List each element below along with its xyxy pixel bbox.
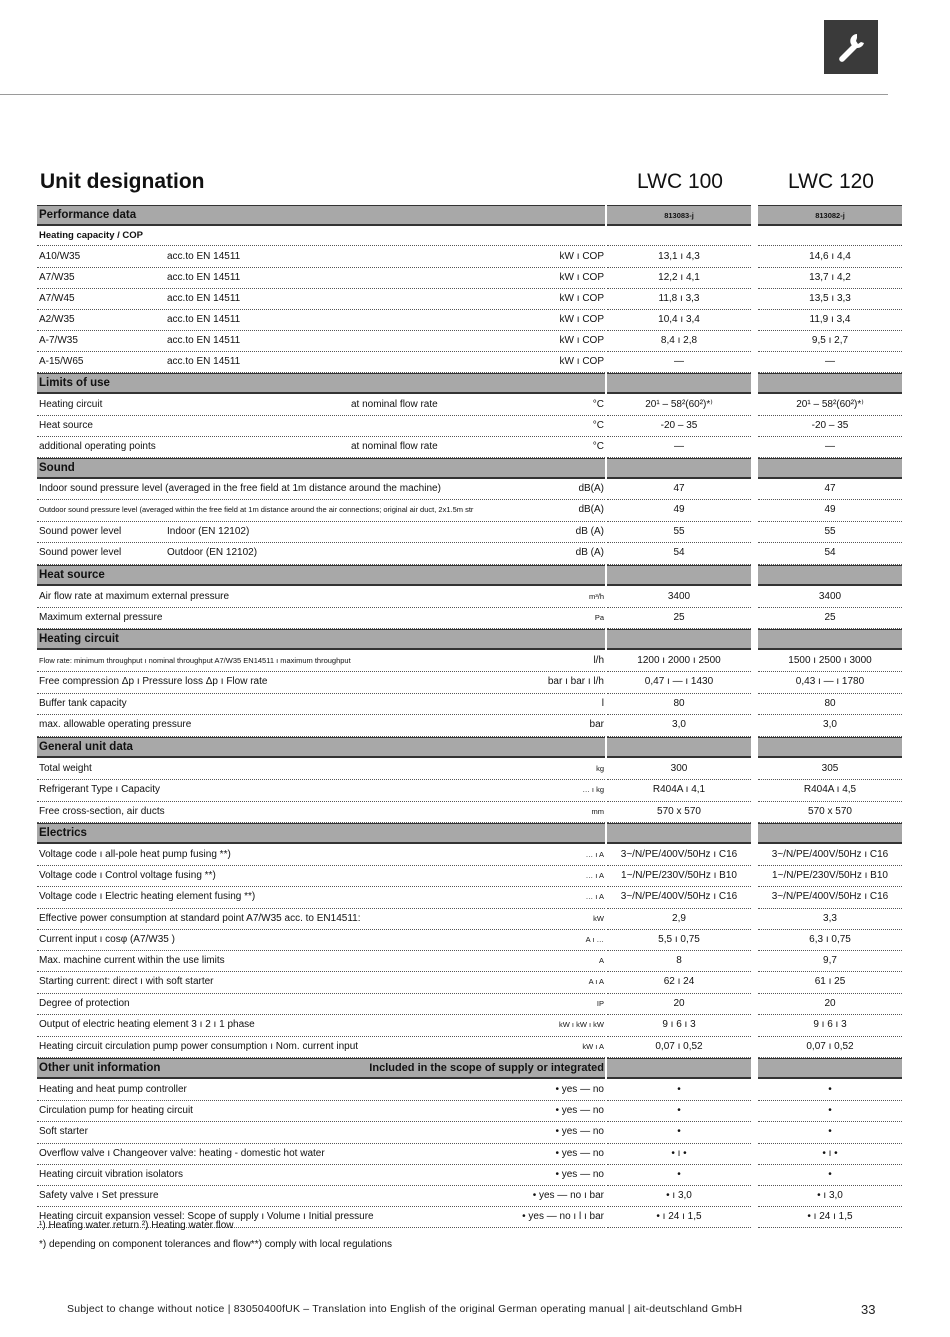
row-label: Maximum external pressure bbox=[39, 611, 163, 623]
row-label-cell bbox=[37, 865, 605, 887]
value-lwc100: — bbox=[607, 436, 751, 458]
value-lwc100: 12,2 ı 4,1 bbox=[607, 267, 751, 289]
section-code bbox=[607, 629, 751, 650]
row-label-cell bbox=[37, 1164, 605, 1186]
section-title bbox=[37, 629, 605, 650]
row-unit: • yes — no bbox=[555, 1126, 604, 1137]
value-lwc120: 9 ı 6 ı 3 bbox=[758, 1014, 902, 1037]
row-unit: • yes — no bbox=[555, 1104, 604, 1116]
value-lwc120: -20 – 35 bbox=[758, 415, 902, 437]
row-unit: • yes — no ı bar bbox=[532, 1189, 604, 1201]
row-label-cell bbox=[37, 415, 605, 437]
value-lwc120: 55 bbox=[758, 521, 902, 543]
value-lwc120: 13,5 ı 3,3 bbox=[758, 288, 902, 310]
value-lwc100: 8 bbox=[607, 950, 751, 972]
section-title-text: Limits of use bbox=[39, 377, 110, 389]
row-label: Flow rate: minimum throughput ı nominal throughput A7/W35 EN14511 ı maximum throughput bbox=[39, 655, 351, 665]
value-lwc100: 25 bbox=[607, 607, 751, 629]
row-unit: kW ı COP bbox=[559, 334, 604, 346]
value-lwc100: 10,4 ı 3,4 bbox=[607, 309, 751, 331]
table-row bbox=[37, 758, 903, 779]
value-lwc120: • ı 24 ı 1,5 bbox=[758, 1206, 902, 1228]
row-label-cell bbox=[37, 246, 605, 268]
table-row bbox=[37, 865, 903, 886]
value-lwc100: 47 bbox=[607, 479, 751, 500]
row-label-cell bbox=[37, 714, 605, 737]
value-lwc100: 300 bbox=[607, 758, 751, 780]
value-lwc100: 0,07 ı 0,52 bbox=[607, 1036, 751, 1058]
row-label: Buffer tank capacity bbox=[39, 697, 127, 709]
section-title-text: Other unit information bbox=[39, 1062, 161, 1074]
section-title-text: Heating circuit bbox=[39, 633, 119, 645]
row-unit: … ı A bbox=[585, 849, 604, 859]
row-label-cell bbox=[37, 801, 605, 823]
row-label-cell bbox=[37, 586, 605, 608]
row-unit: A ı … bbox=[585, 934, 604, 944]
table-row bbox=[37, 607, 903, 628]
footnote-2: *) depending on component tolerances and flow**) comply with local regulations bbox=[39, 1239, 392, 1250]
row-label-cell bbox=[37, 499, 605, 522]
subheader-cell bbox=[607, 226, 751, 246]
table-row bbox=[37, 1121, 903, 1143]
table-row bbox=[37, 971, 903, 993]
value-lwc100: • ı • bbox=[607, 1143, 751, 1165]
section-code: 813082-j bbox=[758, 205, 902, 226]
row-label-cell bbox=[37, 758, 605, 780]
row-unit: … ı A bbox=[585, 892, 604, 901]
value-lwc120: 61 ı 25 bbox=[758, 971, 902, 994]
row-label-cell bbox=[37, 1079, 605, 1101]
section-title-text: Sound bbox=[39, 462, 75, 474]
value-lwc100: 5,5 ı 0,75 bbox=[607, 929, 751, 951]
row-label-cell bbox=[37, 779, 605, 802]
value-lwc100: 1~/N/PE/230V/50Hz ı B10 bbox=[607, 865, 751, 887]
row-unit: °C bbox=[592, 419, 604, 431]
section-title-text: Performance data bbox=[39, 209, 137, 221]
row-unit: kW ı COP bbox=[559, 313, 604, 325]
value-lwc100: R404A ı 4,1 bbox=[607, 779, 751, 802]
row-label-cell bbox=[37, 521, 605, 543]
row-sublabel: Outdoor (EN 12102) bbox=[167, 547, 258, 558]
row-label-cell bbox=[37, 351, 605, 373]
table-row bbox=[37, 886, 903, 908]
value-lwc100: • bbox=[607, 1164, 751, 1186]
value-lwc100: 1200 ı 2000 ı 2500 bbox=[607, 650, 751, 672]
value-lwc100: 11,8 ı 3,3 bbox=[607, 288, 751, 310]
row-label-cell bbox=[37, 693, 605, 715]
section-header bbox=[37, 458, 903, 479]
value-lwc100: • ı 3,0 bbox=[607, 1185, 751, 1207]
row-unit: kW ı COP bbox=[559, 292, 604, 304]
row-unit: °C bbox=[592, 398, 604, 410]
value-lwc120: 14,6 ı 4,4 bbox=[758, 246, 902, 268]
row-label: Air flow rate at maximum external pressure bbox=[39, 590, 230, 602]
value-lwc120: 570 x 570 bbox=[758, 801, 902, 823]
wrench-icon bbox=[824, 20, 878, 74]
value-lwc100: 55 bbox=[607, 521, 751, 543]
value-lwc120: R404A ı 4,5 bbox=[758, 779, 902, 802]
row-label: Sound power level bbox=[39, 525, 122, 537]
section-title-text: Heat source bbox=[39, 569, 105, 581]
table-row bbox=[37, 714, 903, 736]
value-lwc120: 305 bbox=[758, 758, 902, 780]
row-unit: kW ı kW ı kW bbox=[559, 1020, 604, 1029]
row-sublabel: acc.to EN 14511 bbox=[167, 334, 241, 346]
row-unit: IP bbox=[596, 998, 604, 1008]
section-code bbox=[758, 1058, 902, 1079]
value-lwc120: — bbox=[758, 351, 902, 373]
table-row bbox=[37, 351, 903, 372]
model-lwc100: LWC 100 bbox=[637, 170, 723, 193]
value-lwc100: 20 bbox=[607, 993, 751, 1015]
spec-table bbox=[37, 204, 903, 1227]
row-unit: • yes — no ı l ı bar bbox=[522, 1210, 604, 1222]
value-lwc120: 6,3 ı 0,75 bbox=[758, 929, 902, 951]
row-sublabel: acc.to EN 14511 bbox=[167, 355, 241, 367]
page-title: Unit designation bbox=[40, 170, 205, 193]
top-rule bbox=[0, 94, 888, 95]
value-lwc120: 20 bbox=[758, 993, 902, 1015]
footnotes bbox=[39, 1216, 392, 1254]
table-row bbox=[37, 288, 903, 309]
table-row bbox=[37, 1100, 903, 1121]
row-label-cell bbox=[37, 671, 605, 694]
section-code bbox=[607, 373, 751, 394]
row-condition: at nominal flow rate bbox=[351, 398, 438, 410]
value-lwc120: 25 bbox=[758, 607, 902, 629]
table-row bbox=[37, 330, 903, 351]
section-title bbox=[37, 205, 605, 226]
subheader-cell bbox=[758, 226, 902, 246]
value-lwc120: • ı 3,0 bbox=[758, 1185, 902, 1207]
table-row bbox=[37, 394, 903, 415]
value-lwc120: • bbox=[758, 1100, 902, 1122]
row-label: Heating circuit vibration isolators bbox=[39, 1168, 183, 1180]
row-label: A2/W35 bbox=[39, 313, 75, 325]
section-title bbox=[37, 737, 605, 758]
value-lwc100: — bbox=[607, 351, 751, 373]
value-lwc100: -20 – 35 bbox=[607, 415, 751, 437]
row-label: Safety valve ı Set pressure bbox=[39, 1189, 159, 1201]
value-lwc120: 47 bbox=[758, 479, 902, 500]
section-code bbox=[607, 458, 751, 479]
row-unit: bar bbox=[589, 719, 604, 730]
row-unit: … ı A bbox=[585, 870, 604, 880]
section-code bbox=[758, 737, 902, 758]
value-lwc100: 3,0 bbox=[607, 714, 751, 737]
row-label-cell bbox=[37, 607, 605, 629]
row-label-cell bbox=[37, 1121, 605, 1144]
table-row bbox=[37, 1014, 903, 1036]
row-label: Refrigerant Type ı Capacity bbox=[39, 784, 160, 795]
value-lwc100: 0,47 ı — ı 1430 bbox=[607, 671, 751, 694]
row-label-cell bbox=[37, 394, 605, 416]
table-row bbox=[37, 1143, 903, 1164]
section-code: 813083-j bbox=[607, 205, 751, 226]
table-row bbox=[37, 993, 903, 1014]
row-label: additional operating points bbox=[39, 440, 156, 452]
table-row bbox=[37, 650, 903, 671]
table-row bbox=[37, 479, 903, 499]
row-sublabel: Indoor (EN 12102) bbox=[167, 525, 250, 537]
row-unit: kW ı A bbox=[582, 1041, 604, 1051]
value-lwc120: 20¹ – 58²(60²)*⁾ bbox=[758, 394, 902, 416]
row-unit: l bbox=[601, 697, 604, 709]
row-label: Free cross-section, air ducts bbox=[39, 805, 165, 817]
row-label: A10/W35 bbox=[39, 250, 81, 262]
section-title bbox=[37, 823, 605, 844]
footnote-1: ¹) Heating water return ²) Heating water flow bbox=[39, 1220, 234, 1231]
section-header bbox=[37, 205, 903, 226]
row-condition: at nominal flow rate bbox=[351, 440, 438, 452]
section-title bbox=[37, 1058, 605, 1079]
value-lwc120: 13,7 ı 4,2 bbox=[758, 267, 902, 289]
value-lwc120: • bbox=[758, 1164, 902, 1186]
value-lwc120: • bbox=[758, 1079, 902, 1101]
table-row bbox=[37, 908, 903, 929]
subheader-row bbox=[37, 226, 903, 246]
table-row bbox=[37, 1036, 903, 1057]
value-lwc120: • ı • bbox=[758, 1143, 902, 1165]
row-unit: • yes — no bbox=[555, 1168, 604, 1180]
value-lwc120: 9,5 ı 2,7 bbox=[758, 330, 902, 352]
value-lwc100: 13,1 ı 4,3 bbox=[607, 246, 751, 268]
section-title bbox=[37, 373, 605, 394]
row-label: Current input ı cosφ (A7/W35 ) bbox=[39, 933, 175, 945]
row-label-cell bbox=[37, 971, 605, 994]
row-label-cell bbox=[37, 1143, 605, 1165]
row-label-cell bbox=[37, 267, 605, 289]
value-lwc100: 3400 bbox=[607, 586, 751, 608]
row-label: Voltage code ı all-pole heat pump fusing **) bbox=[39, 848, 231, 860]
section-code bbox=[607, 565, 751, 586]
value-lwc100: 3~/N/PE/400V/50Hz ı C16 bbox=[607, 844, 751, 866]
table-row bbox=[37, 542, 903, 564]
section-title-text: General unit data bbox=[39, 741, 133, 753]
row-label: Degree of protection bbox=[39, 997, 130, 1009]
value-lwc100: 54 bbox=[607, 542, 751, 565]
section-code bbox=[607, 737, 751, 758]
row-unit: kW ı COP bbox=[559, 250, 604, 262]
table-row bbox=[37, 693, 903, 714]
value-lwc120: 11,9 ı 3,4 bbox=[758, 309, 902, 331]
section-code bbox=[607, 823, 751, 844]
table-row bbox=[37, 779, 903, 801]
row-sublabel: acc.to EN 14511 bbox=[167, 271, 241, 283]
row-label-cell bbox=[37, 929, 605, 951]
subheader-label: Heating capacity / COP bbox=[37, 226, 605, 246]
value-lwc100: • bbox=[607, 1121, 751, 1144]
value-lwc120: • bbox=[758, 1121, 902, 1144]
row-label: Output of electric heating element 3 ı 2 ı 1 phase bbox=[39, 1019, 255, 1030]
row-sublabel: acc.to EN 14511 bbox=[167, 250, 241, 262]
model-lwc120: LWC 120 bbox=[788, 170, 874, 193]
row-label-cell bbox=[37, 1036, 605, 1058]
row-unit: mm bbox=[591, 806, 604, 816]
row-label-cell bbox=[37, 1014, 605, 1037]
row-label: Soft starter bbox=[39, 1126, 88, 1137]
section-header bbox=[37, 1058, 903, 1079]
row-label-cell bbox=[37, 650, 605, 672]
value-lwc100: 8,4 ı 2,8 bbox=[607, 330, 751, 352]
row-label-cell bbox=[37, 330, 605, 352]
row-label: Overflow valve ı Changeover valve: heating - domestic hot water bbox=[39, 1147, 325, 1159]
table-row bbox=[37, 521, 903, 542]
value-lwc120: 0,07 ı 0,52 bbox=[758, 1036, 902, 1058]
section-title-text: Electrics bbox=[39, 827, 87, 839]
row-label: A7/W35 bbox=[39, 271, 75, 283]
row-label: Sound power level bbox=[39, 547, 122, 558]
page-footer: Subject to change without notice | 83050400fUK – Translation into English of the original German operating manual | ait-deutschland GmbH bbox=[67, 1303, 743, 1315]
row-unit: dB(A) bbox=[578, 483, 604, 494]
table-row bbox=[37, 246, 903, 267]
row-label-cell bbox=[37, 908, 605, 930]
value-lwc120: — bbox=[758, 436, 902, 458]
value-lwc100: • ı 24 ı 1,5 bbox=[607, 1206, 751, 1228]
table-row bbox=[37, 1185, 903, 1206]
section-header bbox=[37, 629, 903, 650]
row-label-cell bbox=[37, 479, 605, 500]
section-code bbox=[758, 629, 902, 650]
row-label: Circulation pump for heating circuit bbox=[39, 1104, 193, 1116]
value-lwc100: 3~/N/PE/400V/50Hz ı C16 bbox=[607, 886, 751, 909]
section-header bbox=[37, 565, 903, 586]
section-header bbox=[37, 823, 903, 844]
value-lwc120: 54 bbox=[758, 542, 902, 565]
row-unit: Pa bbox=[594, 612, 604, 622]
value-lwc120: 0,43 ı — ı 1780 bbox=[758, 671, 902, 694]
table-row bbox=[37, 844, 903, 865]
row-label: Effective power consumption at standard point A7/W35 acc. to EN14511: bbox=[39, 912, 361, 924]
value-lwc100: 2,9 bbox=[607, 908, 751, 930]
row-unit: °C bbox=[592, 440, 604, 452]
row-unit: A ı A bbox=[588, 977, 604, 986]
row-unit: kg bbox=[596, 763, 604, 773]
row-label: Total weight bbox=[39, 762, 92, 774]
row-label: Heating circuit bbox=[39, 398, 103, 410]
row-unit: • yes — no bbox=[555, 1147, 604, 1159]
value-lwc120: 3~/N/PE/400V/50Hz ı C16 bbox=[758, 844, 902, 866]
row-label-cell bbox=[37, 309, 605, 331]
value-lwc100: 20¹ – 58²(60²)*⁾ bbox=[607, 394, 751, 416]
row-unit: A bbox=[598, 955, 604, 965]
value-lwc120: 1500 ı 2500 ı 3000 bbox=[758, 650, 902, 672]
row-label: Heating circuit expansion vessel: Scope of supply ı Volume ı Initial pressure bbox=[39, 1210, 374, 1222]
row-label: Voltage code ı Electric heating element fusing **) bbox=[39, 891, 256, 902]
row-label-cell bbox=[37, 1185, 605, 1207]
value-lwc120: 49 bbox=[758, 499, 902, 522]
value-lwc120: 1~/N/PE/230V/50Hz ı B10 bbox=[758, 865, 902, 887]
section-title bbox=[37, 458, 605, 479]
table-row bbox=[37, 671, 903, 693]
row-label: Free compression Δp ı Pressure loss Δp ı Flow rate bbox=[39, 676, 268, 687]
row-unit: • yes — no bbox=[555, 1083, 604, 1095]
table-row bbox=[37, 1079, 903, 1100]
row-label-cell bbox=[37, 844, 605, 866]
section-code bbox=[758, 373, 902, 394]
row-unit: … ı kg bbox=[582, 785, 604, 794]
row-label: Starting current: direct ı with soft starter bbox=[39, 976, 214, 987]
row-unit: l/h bbox=[593, 654, 604, 666]
row-unit: kW ı COP bbox=[559, 355, 604, 367]
value-lwc100: • bbox=[607, 1100, 751, 1122]
table-row bbox=[37, 950, 903, 971]
row-label: Outdoor sound pressure level (averaged within the free field at 1m distance around the air connections; original air duct, 2x1.5m str bbox=[39, 505, 474, 514]
row-label-cell bbox=[37, 288, 605, 310]
table-row bbox=[37, 309, 903, 330]
row-label: Heating circuit circulation pump power consumption ı Nom. current input bbox=[39, 1040, 359, 1052]
row-label: Heating and heat pump controller bbox=[39, 1083, 187, 1095]
section-header bbox=[37, 737, 903, 758]
section-code bbox=[758, 565, 902, 586]
value-lwc120: 80 bbox=[758, 693, 902, 715]
row-label: A-7/W35 bbox=[39, 334, 78, 346]
row-label-cell bbox=[37, 886, 605, 909]
section-code bbox=[607, 1058, 751, 1079]
row-label: A7/W45 bbox=[39, 292, 75, 304]
table-row bbox=[37, 1164, 903, 1185]
table-row bbox=[37, 436, 903, 457]
row-label: A-15/W65 bbox=[39, 355, 84, 367]
table-row bbox=[37, 586, 903, 607]
value-lwc100: 80 bbox=[607, 693, 751, 715]
section-header bbox=[37, 373, 903, 394]
row-label: Max. machine current within the use limits bbox=[39, 954, 225, 966]
row-label: Heat source bbox=[39, 419, 93, 431]
row-label-cell bbox=[37, 950, 605, 972]
section-title bbox=[37, 565, 605, 586]
row-sublabel: acc.to EN 14511 bbox=[167, 292, 241, 304]
section-note: Included in the scope of supply or integrated bbox=[369, 1062, 604, 1074]
row-sublabel: acc.to EN 14511 bbox=[167, 313, 241, 325]
row-label-cell bbox=[37, 993, 605, 1015]
value-lwc120: 9,7 bbox=[758, 950, 902, 972]
value-lwc120: 3~/N/PE/400V/50Hz ı C16 bbox=[758, 886, 902, 909]
value-lwc120: 3,3 bbox=[758, 908, 902, 930]
row-unit: dB (A) bbox=[575, 525, 604, 537]
table-row bbox=[37, 929, 903, 950]
value-lwc100: 9 ı 6 ı 3 bbox=[607, 1014, 751, 1037]
row-unit: bar ı bar ı l/h bbox=[547, 676, 604, 687]
page-number: 33 bbox=[861, 1302, 876, 1317]
row-label-cell bbox=[37, 542, 605, 565]
unit-designation-header bbox=[38, 170, 904, 200]
row-unit: kW bbox=[593, 913, 604, 923]
row-unit: dB (A) bbox=[575, 547, 604, 558]
row-unit: kW ı COP bbox=[559, 271, 604, 283]
value-lwc120: 3400 bbox=[758, 586, 902, 608]
row-unit: m³/h bbox=[589, 591, 604, 601]
value-lwc100: 49 bbox=[607, 499, 751, 522]
table-row bbox=[37, 499, 903, 521]
section-code bbox=[758, 458, 902, 479]
row-label: Indoor sound pressure level (averaged in the free field at 1m distance around the machine) bbox=[39, 483, 441, 494]
table-row bbox=[37, 801, 903, 822]
value-lwc100: 570 x 570 bbox=[607, 801, 751, 823]
row-label: Voltage code ı Control voltage fusing **) bbox=[39, 869, 216, 881]
row-label: max. allowable operating pressure bbox=[39, 719, 192, 730]
value-lwc120: 3,0 bbox=[758, 714, 902, 737]
table-row bbox=[37, 267, 903, 288]
section-code bbox=[758, 823, 902, 844]
row-unit: dB(A) bbox=[578, 504, 604, 515]
value-lwc100: 62 ı 24 bbox=[607, 971, 751, 994]
value-lwc100: • bbox=[607, 1079, 751, 1101]
table-row bbox=[37, 415, 903, 436]
row-label-cell bbox=[37, 436, 605, 458]
row-label-cell bbox=[37, 1100, 605, 1122]
